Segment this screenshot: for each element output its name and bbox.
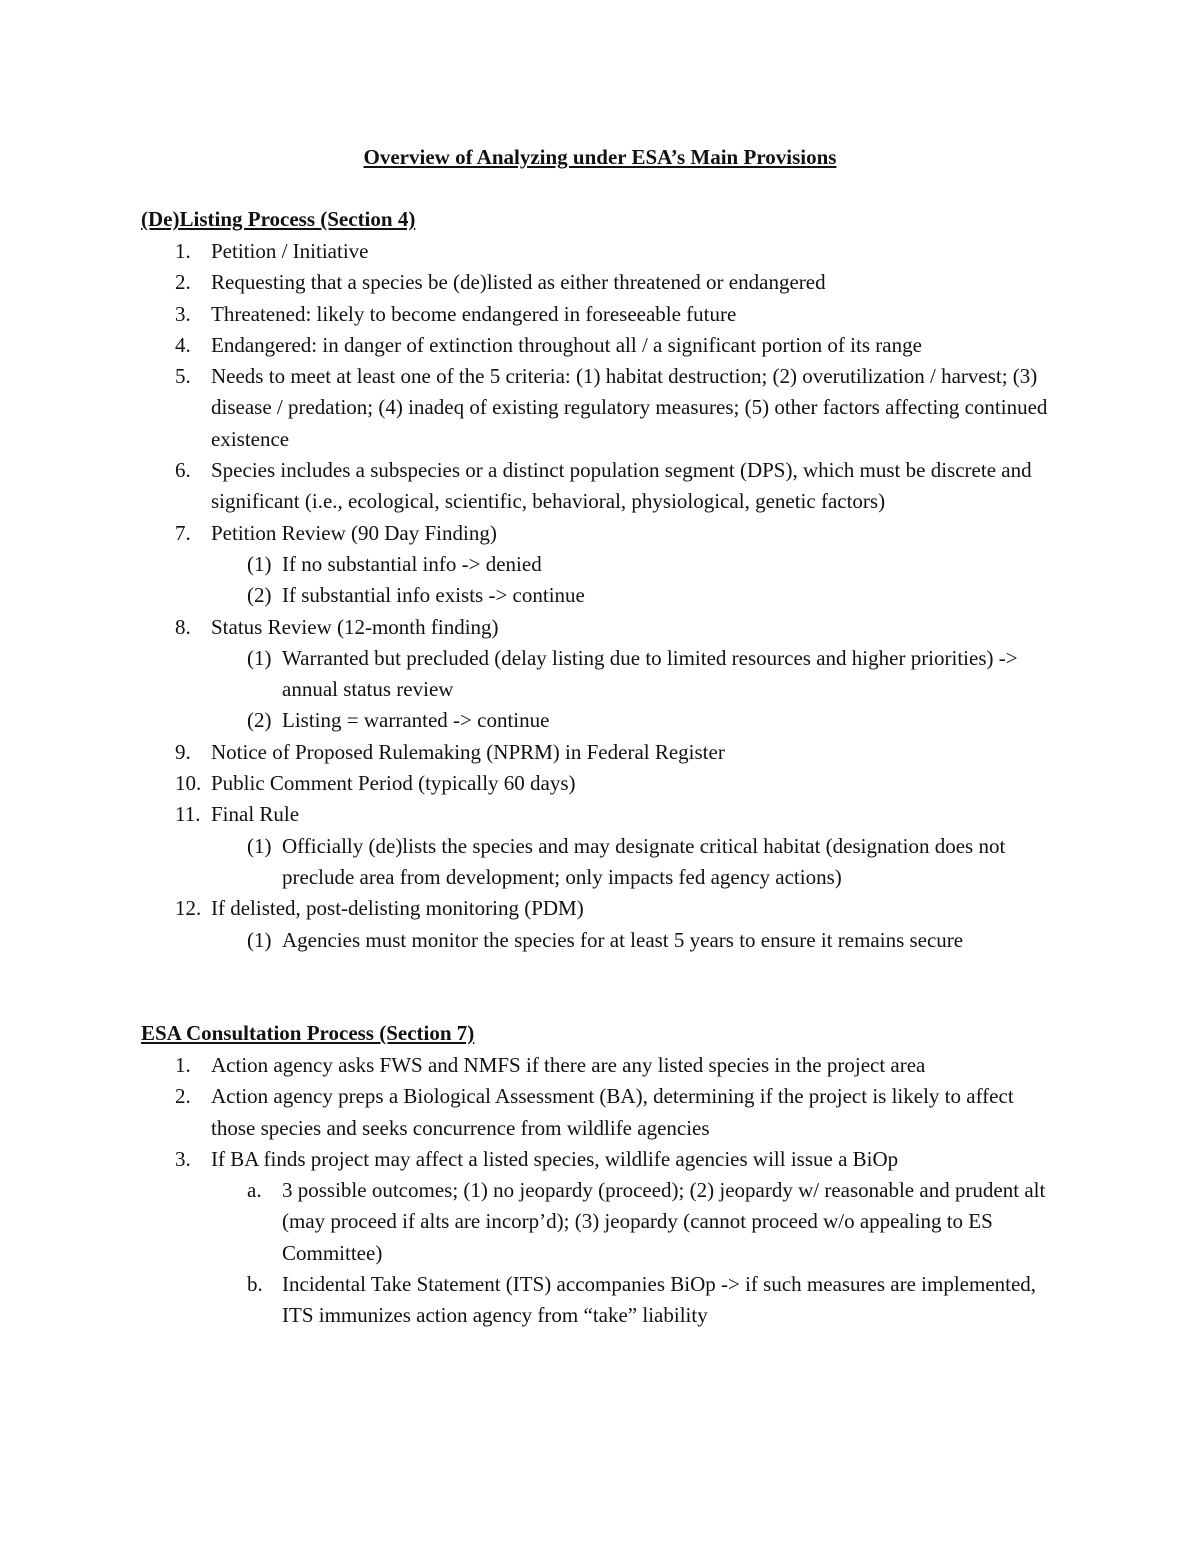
list-item-number: 5.	[175, 364, 191, 389]
list-item-text: If BA finds project may affect a listed species, wildlife agencies will issue a BiOp	[211, 1146, 899, 1171]
list-item	[141, 518, 1081, 549]
list-item-number: 9.	[175, 739, 191, 764]
sub-item-number: (1)	[247, 551, 272, 576]
sub-item-text: Officially (de)lists the species and may designate critical habitat (designation does not preclude area from development; only impacts fed agency actions)	[282, 833, 1006, 889]
list-item	[141, 1050, 1081, 1081]
list-item-text: Petition / Initiative	[211, 239, 369, 263]
list-item-number: 4.	[175, 332, 191, 357]
list-item-text: Petition Review (90 Day Finding)	[211, 520, 497, 545]
sub-list-item	[141, 1175, 1081, 1269]
list-item	[141, 299, 1081, 330]
section-delisting-process	[141, 205, 1081, 956]
list-item-number: 10.	[175, 771, 202, 796]
list-item-number: 2.	[175, 1084, 191, 1109]
list-item	[141, 612, 1081, 643]
list-item	[141, 893, 1081, 924]
list-item-text: Threatened: likely to become endangered in foreseeable future	[211, 301, 737, 326]
list-item	[141, 1081, 1081, 1144]
list-item-number: 12.	[175, 896, 202, 921]
list-item-number: 1.	[175, 239, 191, 263]
list-item	[141, 799, 1081, 830]
sub-list-item	[141, 831, 1081, 894]
list-item-text: Public Comment Period (typically 60 days)	[211, 771, 576, 796]
sub-item-number: (1)	[247, 927, 272, 952]
list-item-text: Endangered: in danger of extinction throughout all / a significant portion of its range	[211, 332, 922, 357]
sub-item-text: Warranted but precluded (delay listing due to limited resources and higher priorities) -> annual status review	[282, 645, 1018, 702]
sub-list-item	[141, 643, 1081, 706]
list-item	[141, 236, 1081, 267]
sub-item-number: (2)	[247, 708, 272, 733]
sub-item-text: 3 possible outcomes; (1) no jeopardy (proceed); (2) jeopardy w/ reasonable and prudent alt (may proceed if alts are incorp’d); (3) jeopardy (cannot proceed w/o appealing to ES Committee)	[282, 1178, 1046, 1265]
list-item-number: 6.	[175, 458, 191, 483]
document-title: Overview of Analyzing under ESA’s Main Provisions	[363, 145, 837, 169]
sub-item-number: (1)	[247, 833, 272, 858]
list-item-text: Notice of Proposed Rulemaking (NPRM) in Federal Register	[211, 739, 725, 764]
list-item-number: 8.	[175, 614, 191, 639]
sub-item-number: (1)	[247, 645, 272, 670]
section-heading: (De)Listing Process (Section 4)	[141, 207, 416, 231]
sub-list-item	[141, 1269, 1081, 1332]
sub-item-number: a.	[247, 1178, 262, 1203]
sub-list-item	[141, 925, 1081, 956]
sub-list-item	[141, 705, 1081, 736]
section-heading: ESA Consultation Process (Section 7)	[141, 1021, 475, 1045]
list-item	[141, 330, 1081, 361]
sub-item-number: b.	[247, 1272, 263, 1297]
list-item-text: Needs to meet at least one of the 5 criteria: (1) habitat destruction; (2) overutilization / harvest; (3) disease / predation; (4) inadeq of existing regulatory measures; (5) other factors affecting continued existence	[211, 364, 1048, 451]
list-item-text: If delisted, post-delisting monitoring (PDM)	[211, 896, 584, 921]
list-item	[141, 1144, 1081, 1175]
sub-list-item	[141, 580, 1081, 611]
list-item-number: 3.	[175, 301, 191, 326]
list-item	[141, 768, 1081, 799]
list-item	[141, 267, 1081, 298]
list-item-text: Final Rule	[211, 802, 300, 827]
section-consultation-process	[141, 1019, 1081, 1332]
sub-item-number: (2)	[247, 583, 272, 608]
list-item-text: Requesting that a species be (de)listed as either threatened or endangered	[211, 270, 826, 295]
sub-list-item	[141, 549, 1081, 580]
list-item	[141, 455, 1081, 518]
list-item-text: Action agency preps a Biological Assessment (BA), determining if the project is likely to affect those species and seeks concurrence from wildlife agencies	[211, 1084, 1014, 1140]
sub-item-text: Listing = warranted -> continue	[282, 708, 550, 733]
list-item	[141, 737, 1081, 768]
list-item-number: 11.	[175, 802, 201, 827]
list-item-number: 7.	[175, 520, 191, 545]
sub-item-text: If substantial info exists -> continue	[282, 583, 585, 608]
list-item-number: 2.	[175, 270, 191, 295]
list-item-number: 3.	[175, 1146, 191, 1171]
sub-item-text: If no substantial info -> denied	[282, 551, 542, 576]
list-item	[141, 361, 1081, 455]
sub-item-text: Agencies must monitor the species for at least 5 years to ensure it remains secure	[282, 927, 964, 952]
list-item-text: Action agency asks FWS and NMFS if there are any listed species in the project area	[211, 1053, 926, 1077]
list-item-text: Status Review (12-month finding)	[211, 614, 499, 639]
list-item-text: Species includes a subspecies or a distinct population segment (DPS), which must be discrete and significant (i.e., ecological, scientific, behavioral, physiological, genetic factors)	[211, 458, 1032, 514]
sub-item-text: Incidental Take Statement (ITS) accompanies BiOp -> if such measures are implemented, ITS immunizes action agency from “take” liability	[282, 1272, 1037, 1328]
list-item-number: 1.	[175, 1053, 191, 1077]
